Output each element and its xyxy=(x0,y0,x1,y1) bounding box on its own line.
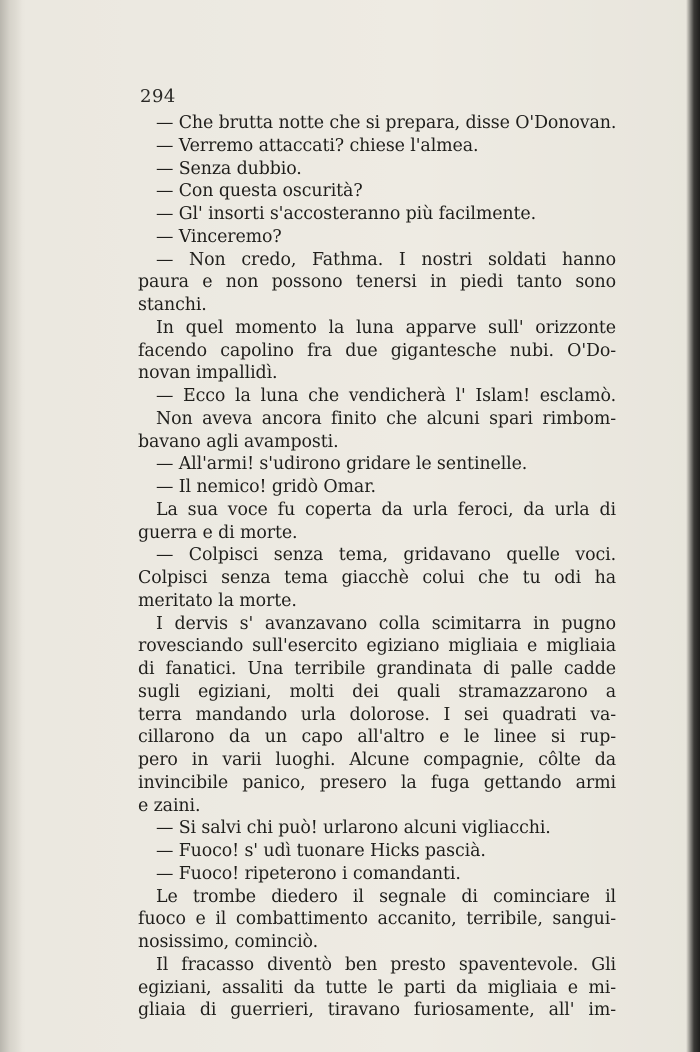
text-line: pero in varii luoghi. Alcune compagnie, côlte da xyxy=(138,750,616,770)
text-line: e zaini. xyxy=(138,795,201,816)
text-line: — Non credo, Fathma. I nostri soldati hanno xyxy=(156,249,616,270)
text-line: — Senza dubbio. xyxy=(156,158,302,179)
text-line: Le trombe diedero il segnale di cominciare il xyxy=(156,886,616,907)
text-line: — Si salvi chi può! urlarono alcuni vigliacchi. xyxy=(156,818,551,839)
text-line: bavano agli avamposti. xyxy=(138,431,339,452)
text-line: nosissimo, cominciò. xyxy=(138,932,319,952)
text-line: — Ecco la luna che vendicherà l' Islam! esclamò. xyxy=(156,386,616,406)
text-line: gliaia di guerrieri, tiravano furiosamente, all' im- xyxy=(138,1000,616,1021)
text-line: egiziani, assaliti da tutte le parti da migliaia e mi- xyxy=(138,977,616,998)
page-number: 294 xyxy=(140,86,176,107)
text-line: — Gl' insorti s'accosteranno più facilmente. xyxy=(156,204,537,224)
body-text xyxy=(138,112,616,1022)
text-line: La sua voce fu coperta da urla feroci, da urla di xyxy=(156,499,616,520)
text-line: Colpisci senza tema giacchè colui che tu odi ha xyxy=(138,568,616,588)
text-line: meritato la morte. xyxy=(138,590,297,611)
text-line: di fanatici. Una terribile grandinata di palle cadde xyxy=(138,659,616,679)
page-left-edge xyxy=(0,0,22,1052)
text-line: stanchi. xyxy=(138,295,207,315)
text-line: — Il nemico! gridò Omar. xyxy=(156,477,376,497)
text-line: fuoco e il combattimento accanito, terribile, sangui- xyxy=(138,909,616,930)
text-line: Non aveva ancora finito che alcuni spari rimbom- xyxy=(156,408,616,429)
text-line: — Colpisci senza tema, gridavano quelle voci. xyxy=(156,545,616,566)
text-line: — Fuoco! s' udì tuonare Hicks pascià. xyxy=(156,841,486,861)
text-line: rovesciando sull'esercito egiziano migliaia e migliaia xyxy=(138,636,616,657)
text-line: guerra e di morte. xyxy=(138,522,298,543)
text-line: novan impallidì. xyxy=(138,363,278,384)
text-line: paura e non possono tenersi in piedi tanto sono xyxy=(138,272,616,293)
text-line: — All'armi! s'udirono gridare le sentinelle. xyxy=(156,454,528,475)
text-line: — Vinceremo? xyxy=(156,226,282,247)
text-line: — Con questa oscurità? xyxy=(156,181,363,202)
text-line: cillarono da un capo all'altro e le linee si rup- xyxy=(138,727,616,748)
text-line: I dervis s' avanzavano colla scimitarra in pugno xyxy=(156,613,616,634)
text-line: Il fracasso diventò ben presto spaventevole. Gli xyxy=(156,954,616,975)
page-right-edge xyxy=(686,0,700,1052)
text-line: — Che brutta notte che si prepara, disse O'Donovan. xyxy=(156,113,617,133)
text-line: — Fuoco! ripeterono i comandanti. xyxy=(156,863,461,884)
text-line: terra mandando urla dolorose. I sei quadrati va- xyxy=(138,704,616,725)
text-line: facendo capolino fra due gigantesche nubi. O'Do- xyxy=(138,340,616,361)
text-line: — Verremo attaccati? chiese l'almea. xyxy=(156,135,479,156)
text-line: sugli egiziani, molti dei quali stramazzarono a xyxy=(138,681,616,702)
text-line: invincibile panico, presero la fuga gettando armi xyxy=(138,772,616,793)
text-line: In quel momento la luna apparve sull' orizzonte xyxy=(156,317,616,338)
